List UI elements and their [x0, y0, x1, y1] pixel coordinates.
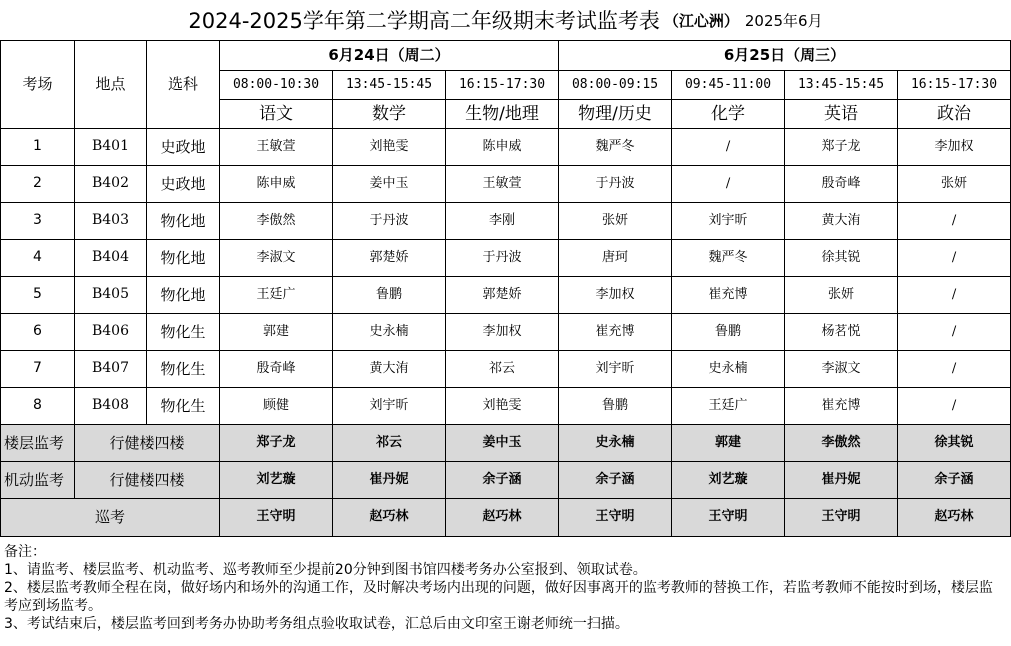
- proctor-name: 李加权: [446, 314, 559, 351]
- room-elective: 物化生: [147, 351, 220, 388]
- table-row: [1, 129, 1011, 166]
- proctor-name: 李傲然: [220, 203, 333, 240]
- room-elective: 物化生: [147, 314, 220, 351]
- proctor-name: 张妍: [785, 277, 898, 314]
- proctor-name: 崔充博: [559, 314, 672, 351]
- proctor-name: 刘艳雯: [446, 388, 559, 425]
- proctor-name: 祁云: [446, 351, 559, 388]
- proctor-name: /: [898, 240, 1011, 277]
- proctor-name: 张妍: [898, 166, 1011, 203]
- floor-proctor-name: 李傲然: [785, 425, 898, 462]
- proctor-name: 杨茗悦: [785, 314, 898, 351]
- proctor-name: 李淑文: [220, 240, 333, 277]
- proctor-name: /: [898, 388, 1011, 425]
- room-rows: [1, 129, 1011, 425]
- patrol-label: 巡考: [1, 499, 220, 537]
- proctor-name: 王敏萱: [446, 166, 559, 203]
- room-number: 2: [1, 166, 75, 203]
- proctor-name: 郭楚娇: [333, 240, 446, 277]
- proctor-name: 鲁鹏: [333, 277, 446, 314]
- proctor-name: 刘宇昕: [672, 203, 785, 240]
- mobile-proctor-row: [1, 462, 1011, 499]
- proctor-name: 王廷广: [220, 277, 333, 314]
- header-time: 16:15-17:30: [898, 71, 1011, 100]
- table-row: [1, 388, 1011, 425]
- patrol-name: 王守明: [785, 499, 898, 537]
- proctor-name: 徐其锐: [785, 240, 898, 277]
- proctor-name: /: [672, 166, 785, 203]
- header-subject: 生物/地理: [446, 100, 559, 129]
- header-day-1: 6月24日（周二）: [220, 41, 559, 71]
- header-time: 13:45-15:45: [785, 71, 898, 100]
- room-location: B404: [75, 240, 147, 277]
- floor-proctor-row: [1, 425, 1011, 462]
- room-number: 7: [1, 351, 75, 388]
- floor-proctor-name: 姜中玉: [446, 425, 559, 462]
- floor-proctor-name: 祁云: [333, 425, 446, 462]
- mobile-proctor-name: 崔丹妮: [333, 462, 446, 499]
- proctor-name: 崔充博: [672, 277, 785, 314]
- proctor-name: 史永楠: [333, 314, 446, 351]
- proctor-name: 黄大洧: [333, 351, 446, 388]
- proctor-name: 王敏萱: [220, 129, 333, 166]
- mobile-proctor-name: 余子涵: [446, 462, 559, 499]
- mobile-proctor-name: 崔丹妮: [785, 462, 898, 499]
- patrol-row: [1, 499, 1011, 537]
- proctor-name: 魏严冬: [559, 129, 672, 166]
- header-time: 08:00-10:30: [220, 71, 333, 100]
- room-number: 5: [1, 277, 75, 314]
- proctor-name: 郭建: [220, 314, 333, 351]
- proctor-name: 黄大洧: [785, 203, 898, 240]
- proctor-name: 李加权: [898, 129, 1011, 166]
- proctor-name: 唐珂: [559, 240, 672, 277]
- proctor-name: 李刚: [446, 203, 559, 240]
- floor-proctor-building: 行健楼四楼: [75, 425, 220, 462]
- header-subject: 数学: [333, 100, 446, 129]
- proctor-name: /: [898, 203, 1011, 240]
- room-number: 1: [1, 129, 75, 166]
- note-item: 2、楼层监考教师全程在岗，做好场内和场外的沟通工作，及时解决考场内出现的问题，做好因事离开的监考教师的替换工作，若监考教师不能按时到场，楼层监考应到场监考。: [4, 580, 993, 614]
- proctor-name: 张妍: [559, 203, 672, 240]
- header-location: 地点: [75, 41, 147, 129]
- proctor-name: 于丹波: [333, 203, 446, 240]
- room-location: B406: [75, 314, 147, 351]
- room-elective: 物化地: [147, 203, 220, 240]
- proctor-name: 郑子龙: [785, 129, 898, 166]
- mobile-proctor-name: 余子涵: [898, 462, 1011, 499]
- proctor-name: 姜中玉: [333, 166, 446, 203]
- proctor-name: /: [672, 129, 785, 166]
- mobile-proctor-building: 行健楼四楼: [75, 462, 220, 499]
- room-number: 4: [1, 240, 75, 277]
- mobile-proctor-name: 刘艺璇: [672, 462, 785, 499]
- header-subject: 物理/历史: [559, 100, 672, 129]
- room-location: B403: [75, 203, 147, 240]
- floor-proctor-label: 楼层监考: [1, 425, 75, 462]
- room-elective: 史政地: [147, 166, 220, 203]
- mobile-proctor-label: 机动监考: [1, 462, 75, 499]
- floor-proctor-name: 徐其锐: [898, 425, 1011, 462]
- mobile-proctor-name: 刘艺璇: [220, 462, 333, 499]
- proctor-name: 刘艳雯: [333, 129, 446, 166]
- note-item: 1、请监考、楼层监考、机动监考、巡考教师至少提前20分钟到图书馆四楼考务办公室报到、领取试卷。: [4, 562, 647, 578]
- proctor-name: 于丹波: [446, 240, 559, 277]
- header-subject: 政治: [898, 100, 1011, 129]
- header-time: 16:15-17:30: [446, 71, 559, 100]
- proctor-name: 鲁鹏: [672, 314, 785, 351]
- room-location: B408: [75, 388, 147, 425]
- proctor-name: 魏严冬: [672, 240, 785, 277]
- proctor-name: 陈申威: [446, 129, 559, 166]
- room-location: B401: [75, 129, 147, 166]
- proctor-name: 鲁鹏: [559, 388, 672, 425]
- table-row: [1, 166, 1011, 203]
- floor-proctor-name: 郑子龙: [220, 425, 333, 462]
- mobile-proctor-name: 余子涵: [559, 462, 672, 499]
- proctor-name: 于丹波: [559, 166, 672, 203]
- proctor-name: 刘宇昕: [333, 388, 446, 425]
- proctor-name: 崔充博: [785, 388, 898, 425]
- header-room: 考场: [1, 41, 75, 129]
- note-item: 3、考试结束后，楼层监考回到考务办协助考务组点验收取试卷，汇总后由文印室王谢老师统一扫描。: [4, 616, 629, 632]
- room-location: B405: [75, 277, 147, 314]
- room-number: 6: [1, 314, 75, 351]
- table-row: [1, 277, 1011, 314]
- proctor-name: 王廷广: [672, 388, 785, 425]
- proctor-name: 殷奇峰: [220, 351, 333, 388]
- patrol-name: 赵巧林: [333, 499, 446, 537]
- table-row: [1, 314, 1011, 351]
- floor-proctor-name: 郭建: [672, 425, 785, 462]
- patrol-name: 赵巧林: [898, 499, 1011, 537]
- header-elective: 选科: [147, 41, 220, 129]
- header-time: 09:45-11:00: [672, 71, 785, 100]
- proctor-name: 陈申威: [220, 166, 333, 203]
- header-time: 08:00-09:15: [559, 71, 672, 100]
- patrol-name: 赵巧林: [446, 499, 559, 537]
- proctor-name: 刘宇昕: [559, 351, 672, 388]
- header-subject: 英语: [785, 100, 898, 129]
- room-elective: 物化地: [147, 240, 220, 277]
- room-elective: 物化地: [147, 277, 220, 314]
- schedule-table: [0, 40, 1011, 537]
- room-location: B402: [75, 166, 147, 203]
- room-number: 3: [1, 203, 75, 240]
- proctor-name: 史永楠: [672, 351, 785, 388]
- header-day-2: 6月25日（周三）: [559, 41, 1011, 71]
- floor-proctor-name: 史永楠: [559, 425, 672, 462]
- table-row: [1, 240, 1011, 277]
- header-day-row: [1, 41, 1011, 71]
- title-date: 2025年6月: [744, 11, 823, 30]
- proctor-name: 郭楚娇: [446, 277, 559, 314]
- header-subject: 语文: [220, 100, 333, 129]
- notes-heading: 备注：: [4, 544, 46, 560]
- proctor-name: 李淑文: [785, 351, 898, 388]
- title-campus: （江心洲）: [663, 11, 739, 30]
- patrol-name: 王守明: [672, 499, 785, 537]
- patrol-name: 王守明: [559, 499, 672, 537]
- proctor-name: /: [898, 351, 1011, 388]
- proctor-name: 李加权: [559, 277, 672, 314]
- header-subject: 化学: [672, 100, 785, 129]
- page-title: [0, 0, 1011, 40]
- title-main: 2024-2025学年第二学期高二年级期末考试监考表: [188, 9, 660, 33]
- room-elective: 史政地: [147, 129, 220, 166]
- patrol-name: 王守明: [220, 499, 333, 537]
- proctor-name: 顾健: [220, 388, 333, 425]
- proctor-name: 殷奇峰: [785, 166, 898, 203]
- proctor-name: /: [898, 277, 1011, 314]
- header-time: 13:45-15:45: [333, 71, 446, 100]
- notes-section: [4, 543, 1004, 633]
- table-row: [1, 203, 1011, 240]
- table-row: [1, 351, 1011, 388]
- room-elective: 物化生: [147, 388, 220, 425]
- room-location: B407: [75, 351, 147, 388]
- room-number: 8: [1, 388, 75, 425]
- proctor-name: /: [898, 314, 1011, 351]
